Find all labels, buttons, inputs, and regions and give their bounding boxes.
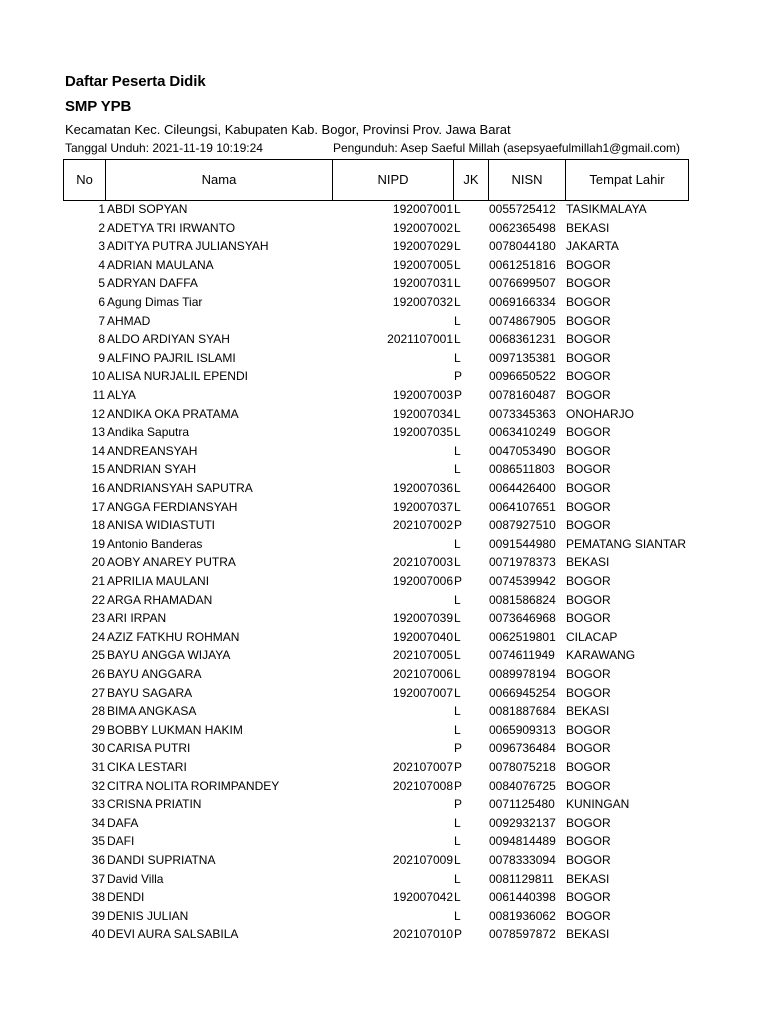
row-no: 22 xyxy=(91,592,105,607)
table-row xyxy=(0,423,768,442)
row-nisn: 0066945254 xyxy=(489,685,556,700)
row-jk: P xyxy=(454,760,463,774)
row-tempat-lahir: BOGOR xyxy=(566,313,611,328)
row-tempat-lahir: ONOHARJO xyxy=(566,406,635,421)
row-nisn: 0061251816 xyxy=(489,257,556,272)
row-tempat-lahir: BOGOR xyxy=(566,908,611,923)
table-row xyxy=(0,535,768,554)
row-nama: CITRA NOLITA RORIMPANDEY xyxy=(107,778,280,793)
row-nipd: 202107010 xyxy=(392,927,453,942)
row-nisn: 0062519801 xyxy=(489,629,556,644)
row-tempat-lahir: BOGOR xyxy=(566,295,611,309)
row-no: 35 xyxy=(91,834,105,849)
table-row xyxy=(0,628,768,647)
row-jk: P xyxy=(454,927,463,942)
location-info: Kecamatan Kec. Cileungsi, Kabupaten Kab. Bogor, Provinsi Prov. Jawa Barat xyxy=(65,122,511,137)
row-nisn: 0062365498 xyxy=(489,220,556,235)
row-nipd: 192007034 xyxy=(392,406,453,421)
table-row xyxy=(0,870,768,889)
table-row xyxy=(0,814,768,833)
row-no: 15 xyxy=(91,462,105,477)
row-no: 36 xyxy=(91,853,105,867)
row-nipd: 192007002 xyxy=(392,220,453,235)
row-nama: ALISA NURJALIL EPENDI xyxy=(107,369,248,384)
row-tempat-lahir: BEKASI xyxy=(566,927,610,942)
table-row xyxy=(0,591,768,610)
row-tempat-lahir: BOGOR xyxy=(566,276,611,291)
row-nisn: 0089978194 xyxy=(489,667,556,681)
row-tempat-lahir: KARAWANG xyxy=(566,648,636,663)
row-nisn: 0097135381 xyxy=(489,350,556,365)
table-row xyxy=(0,293,768,312)
row-tempat-lahir: BOGOR xyxy=(566,425,611,440)
row-nisn: 0064107651 xyxy=(489,499,556,514)
row-jk: L xyxy=(454,499,461,514)
row-nisn: 0074539942 xyxy=(489,574,556,588)
row-nisn: 0068361231 xyxy=(489,332,556,347)
download-date: Tanggal Unduh: 2021-11-19 10:19:24 xyxy=(65,141,263,155)
header-nipd: NIPD xyxy=(332,160,453,200)
table-row xyxy=(0,851,768,870)
row-nisn: 0096736484 xyxy=(489,741,556,756)
row-nama: DENDI xyxy=(107,890,145,905)
row-jk: L xyxy=(454,406,461,421)
row-no: 18 xyxy=(91,518,105,533)
header-tempat-lahir: Tempat Lahir xyxy=(565,160,689,200)
row-nipd: 192007035 xyxy=(392,425,453,440)
row-no: 13 xyxy=(91,425,105,440)
row-nama: ANDREANSYAH xyxy=(107,443,198,458)
row-nisn: 0071978373 xyxy=(489,555,556,570)
row-jk: L xyxy=(454,908,461,923)
row-no: 28 xyxy=(91,704,105,719)
row-nama: ALFINO PAJRIL ISLAMI xyxy=(107,350,236,365)
row-jk: L xyxy=(454,313,461,328)
row-nisn: 0064426400 xyxy=(489,481,556,495)
row-nama: ADETYA TRI IRWANTO xyxy=(107,220,236,235)
row-nama: ANISA WIDIASTUTI xyxy=(107,518,216,533)
row-tempat-lahir: BOGOR xyxy=(566,741,611,756)
row-jk: P xyxy=(454,388,463,402)
row-jk: L xyxy=(454,350,461,365)
row-nama: AZIZ FATKHU ROHMAN xyxy=(107,629,240,644)
row-nipd: 192007042 xyxy=(392,890,453,905)
row-nama: ANDIKA OKA PRATAMA xyxy=(107,406,239,421)
row-jk: L xyxy=(454,332,461,347)
row-nama: BOBBY LUKMAN HAKIM xyxy=(107,722,243,737)
row-nisn: 0076699507 xyxy=(489,276,556,291)
row-jk: L xyxy=(454,257,461,272)
row-nama: CARISA PUTRI xyxy=(107,741,191,756)
row-nama: Agung Dimas Tiar xyxy=(107,295,203,309)
row-nipd: 192007029 xyxy=(392,239,453,254)
table-row xyxy=(0,907,768,926)
row-nama: AHMAD xyxy=(107,313,151,328)
row-tempat-lahir: BOGOR xyxy=(566,518,611,533)
row-jk: L xyxy=(454,871,461,886)
table-row xyxy=(0,349,768,368)
row-tempat-lahir: BOGOR xyxy=(566,834,611,849)
row-tempat-lahir: BEKASI xyxy=(566,871,610,886)
row-nama: ANGGA FERDIANSYAH xyxy=(107,499,238,514)
row-jk: P xyxy=(454,369,463,384)
row-no: 10 xyxy=(91,369,105,384)
row-nama: ANDRIANSYAH SAPUTRA xyxy=(107,481,253,495)
row-jk: L xyxy=(454,629,461,644)
row-nama: ABDI SOPYAN xyxy=(107,202,188,216)
row-tempat-lahir: BOGOR xyxy=(566,443,611,458)
row-tempat-lahir: BOGOR xyxy=(566,890,611,905)
header-jk: JK xyxy=(453,160,488,200)
row-nama: ADITYA PUTRA JULIANSYAH xyxy=(107,239,269,254)
row-no: 7 xyxy=(98,313,105,328)
table-row xyxy=(0,832,768,851)
table-row xyxy=(0,646,768,665)
row-tempat-lahir: KUNINGAN xyxy=(566,797,630,812)
row-nisn: 0074611949 xyxy=(489,648,555,663)
row-nisn: 0073646968 xyxy=(489,611,556,626)
row-nisn: 0047053490 xyxy=(489,443,556,458)
row-no: 9 xyxy=(98,350,105,365)
row-jk: L xyxy=(454,462,461,477)
row-nisn: 0096650522 xyxy=(489,369,556,384)
row-nipd: 192007005 xyxy=(392,257,453,272)
row-jk: L xyxy=(454,276,461,291)
table-row xyxy=(0,721,768,740)
row-nipd: 192007031 xyxy=(392,276,453,291)
row-nama: David Villa xyxy=(107,871,164,886)
row-nipd: 192007039 xyxy=(392,611,453,626)
table-row xyxy=(0,460,768,479)
table-row xyxy=(0,758,768,777)
row-no: 40 xyxy=(91,927,105,942)
row-nipd: 202107003 xyxy=(392,555,453,570)
row-tempat-lahir: PEMATANG SIANTAR xyxy=(566,536,687,551)
row-tempat-lahir: BOGOR xyxy=(566,592,611,607)
table-row xyxy=(0,553,768,572)
table-row xyxy=(0,219,768,238)
header-nama: Nama xyxy=(105,160,332,200)
row-jk: L xyxy=(454,853,461,867)
row-jk: L xyxy=(454,536,461,551)
row-nisn: 0087927510 xyxy=(489,518,556,533)
row-jk: P xyxy=(454,574,463,588)
row-no: 19 xyxy=(91,536,105,551)
row-no: 34 xyxy=(91,815,105,830)
row-tempat-lahir: BOGOR xyxy=(566,611,611,626)
row-no: 37 xyxy=(91,871,105,886)
row-nipd: 192007040 xyxy=(392,629,453,644)
row-nisn: 0084076725 xyxy=(489,778,556,793)
row-jk: L xyxy=(454,890,461,905)
row-jk: P xyxy=(454,741,463,756)
row-tempat-lahir: BOGOR xyxy=(566,350,611,365)
row-nama: CIKA LESTARI xyxy=(107,760,187,774)
row-nama: ARGA RHAMADAN xyxy=(107,592,213,607)
row-nama: ALDO ARDIYAN SYAH xyxy=(107,332,230,347)
table-row xyxy=(0,367,768,386)
header-nisn: NISN xyxy=(488,160,565,200)
row-tempat-lahir: BOGOR xyxy=(566,760,611,774)
row-tempat-lahir: BOGOR xyxy=(566,853,611,867)
row-no: 24 xyxy=(91,629,105,644)
row-nama: ALYA xyxy=(107,388,136,402)
row-nama: ADRIAN MAULANA xyxy=(107,257,214,272)
row-nipd: 192007001 xyxy=(392,202,453,216)
row-tempat-lahir: BOGOR xyxy=(566,685,611,700)
row-no: 6 xyxy=(98,295,105,309)
row-nama: ANDRIAN SYAH xyxy=(107,462,197,477)
row-jk: L xyxy=(454,815,461,830)
row-jk: P xyxy=(454,778,463,793)
row-no: 14 xyxy=(91,443,105,458)
row-jk: P xyxy=(454,518,463,533)
row-no: 5 xyxy=(98,276,105,291)
row-jk: P xyxy=(454,797,463,812)
row-nipd: 192007036 xyxy=(392,481,453,495)
row-no: 8 xyxy=(98,332,105,347)
row-tempat-lahir: BOGOR xyxy=(566,257,611,272)
row-jk: L xyxy=(454,648,461,663)
table-row xyxy=(0,256,768,275)
row-tempat-lahir: BEKASI xyxy=(566,704,610,719)
row-jk: L xyxy=(454,481,461,495)
row-jk: L xyxy=(454,722,461,737)
row-nama: DANDI SUPRIATNA xyxy=(107,853,216,867)
row-tempat-lahir: JAKARTA xyxy=(566,239,619,254)
row-nipd: 192007003 xyxy=(392,388,453,402)
row-nama: BIMA ANGKASA xyxy=(107,704,197,719)
row-jk: L xyxy=(454,834,461,849)
table-row xyxy=(0,888,768,907)
row-tempat-lahir: BOGOR xyxy=(566,388,611,402)
row-jk: L xyxy=(454,425,461,440)
row-nipd: 192007037 xyxy=(392,499,453,514)
table-row xyxy=(0,237,768,256)
row-nisn: 0078160487 xyxy=(489,388,556,402)
row-nama: BAYU ANGGA WIJAYA xyxy=(107,648,231,663)
row-no: 11 xyxy=(92,388,105,402)
row-tempat-lahir: BEKASI xyxy=(566,555,610,570)
row-no: 21 xyxy=(91,574,105,588)
table-row xyxy=(0,330,768,349)
row-tempat-lahir: BOGOR xyxy=(566,332,611,347)
row-jk: L xyxy=(454,220,461,235)
row-no: 3 xyxy=(98,239,105,254)
row-nisn: 0091544980 xyxy=(489,536,556,551)
header-no: No xyxy=(63,160,105,200)
row-nama: DAFI xyxy=(107,834,135,849)
row-nipd: 202107008 xyxy=(392,778,453,793)
row-nama: APRILIA MAULANI xyxy=(107,574,210,588)
row-nipd: 2021107001 xyxy=(387,332,453,347)
row-nisn: 0081129811 xyxy=(489,871,554,886)
table-row xyxy=(0,684,768,703)
row-nama: BAYU SAGARA xyxy=(107,685,193,700)
row-no: 39 xyxy=(91,908,105,923)
row-nama: AOBY ANAREY PUTRA xyxy=(107,555,236,570)
row-nisn: 0078597872 xyxy=(489,927,556,942)
row-nipd: 202107009 xyxy=(392,853,453,867)
row-no: 12 xyxy=(91,406,105,421)
row-nisn: 0078333094 xyxy=(489,853,556,867)
table-row xyxy=(0,777,768,796)
row-nipd: 192007007 xyxy=(392,685,453,700)
row-nisn: 0081887684 xyxy=(489,704,556,719)
document-title: Daftar Peserta Didik xyxy=(65,73,206,90)
row-jk: L xyxy=(454,239,461,254)
table-row xyxy=(0,442,768,461)
row-nipd: 192007032 xyxy=(392,295,453,309)
row-nisn: 0086511803 xyxy=(489,462,555,477)
row-nisn: 0078075218 xyxy=(489,760,556,774)
table-row xyxy=(0,702,768,721)
row-nipd: 202107007 xyxy=(392,760,453,774)
table-row xyxy=(0,739,768,758)
row-jk: L xyxy=(454,592,461,607)
row-jk: L xyxy=(454,295,461,309)
table-row xyxy=(0,479,768,498)
row-nama: Antonio Banderas xyxy=(107,536,203,551)
row-tempat-lahir: BOGOR xyxy=(566,481,611,495)
row-nipd: 202107005 xyxy=(392,648,453,663)
row-nisn: 0069166334 xyxy=(489,295,556,309)
table-row xyxy=(0,795,768,814)
row-nisn: 0061440398 xyxy=(489,890,556,905)
row-nisn: 0081936062 xyxy=(489,908,556,923)
row-jk: L xyxy=(454,555,461,570)
row-nisn: 0078044180 xyxy=(489,239,556,254)
row-nama: ARI IRPAN xyxy=(107,611,167,626)
row-jk: L xyxy=(454,667,461,681)
row-tempat-lahir: BOGOR xyxy=(566,778,611,793)
row-nama: BAYU ANGGARA xyxy=(107,667,202,681)
row-nisn: 0094814489 xyxy=(489,834,556,849)
row-nisn: 0081586824 xyxy=(489,592,556,607)
table-row xyxy=(0,386,768,405)
row-nipd: 202107006 xyxy=(392,667,453,681)
row-no: 25 xyxy=(91,648,105,663)
row-no: 32 xyxy=(91,778,105,793)
row-nisn: 0071125480 xyxy=(489,797,555,812)
row-nisn: 0073345363 xyxy=(489,406,556,421)
row-nipd: 202107002 xyxy=(392,518,453,533)
row-no: 33 xyxy=(91,797,105,812)
table-row xyxy=(0,200,768,219)
row-nisn: 0063410249 xyxy=(489,425,556,440)
row-no: 23 xyxy=(91,611,105,626)
row-nama: CRISNA PRIATIN xyxy=(107,797,202,812)
row-tempat-lahir: BOGOR xyxy=(566,815,611,830)
row-jk: L xyxy=(454,202,461,216)
row-nipd: 192007006 xyxy=(392,574,453,588)
row-no: 31 xyxy=(91,760,105,774)
row-tempat-lahir: BEKASI xyxy=(566,220,610,235)
row-no: 4 xyxy=(98,257,105,272)
row-jk: L xyxy=(454,704,461,719)
row-no: 29 xyxy=(91,722,105,737)
row-tempat-lahir: BOGOR xyxy=(566,574,611,588)
row-nisn: 0065909313 xyxy=(489,722,556,737)
row-tempat-lahir: CILACAP xyxy=(566,629,618,644)
table-row xyxy=(0,609,768,628)
row-tempat-lahir: BOGOR xyxy=(566,462,611,477)
row-no: 16 xyxy=(91,481,105,495)
row-tempat-lahir: BOGOR xyxy=(566,369,611,384)
table-row xyxy=(0,925,768,944)
row-nama: DENIS JULIAN xyxy=(107,908,189,923)
table-row xyxy=(0,665,768,684)
row-nama: Andika Saputra xyxy=(107,425,190,440)
downloader-info: Pengunduh: Asep Saeful Millah (asepsyaefulmillah1@gmail.com) xyxy=(333,141,681,155)
row-nama: DAFA xyxy=(107,815,139,830)
table-header xyxy=(63,159,689,201)
table-row xyxy=(0,274,768,293)
row-tempat-lahir: TASIKMALAYA xyxy=(566,202,647,216)
row-no: 1 xyxy=(98,202,105,216)
row-nisn: 0092932137 xyxy=(489,815,556,830)
table-row xyxy=(0,572,768,591)
row-no: 26 xyxy=(91,667,105,681)
row-no: 27 xyxy=(91,685,105,700)
table-row xyxy=(0,516,768,535)
row-tempat-lahir: BOGOR xyxy=(566,722,611,737)
row-no: 38 xyxy=(91,890,105,905)
row-jk: L xyxy=(454,685,461,700)
row-no: 30 xyxy=(91,741,105,756)
row-no: 17 xyxy=(91,499,105,514)
row-no: 2 xyxy=(98,220,105,235)
row-tempat-lahir: BOGOR xyxy=(566,667,611,681)
row-nama: DEVI AURA SALSABILA xyxy=(107,927,239,942)
row-jk: L xyxy=(454,443,461,458)
row-nisn: 0074867905 xyxy=(489,313,556,328)
table-row xyxy=(0,405,768,424)
row-no: 20 xyxy=(91,555,105,570)
table-row xyxy=(0,498,768,517)
row-nisn: 0055725412 xyxy=(489,202,556,216)
row-tempat-lahir: BOGOR xyxy=(566,499,611,514)
row-nama: ADRYAN DAFFA xyxy=(107,276,198,291)
school-name: SMP YPB xyxy=(65,98,132,115)
row-jk: L xyxy=(454,611,461,626)
table-row xyxy=(0,312,768,331)
